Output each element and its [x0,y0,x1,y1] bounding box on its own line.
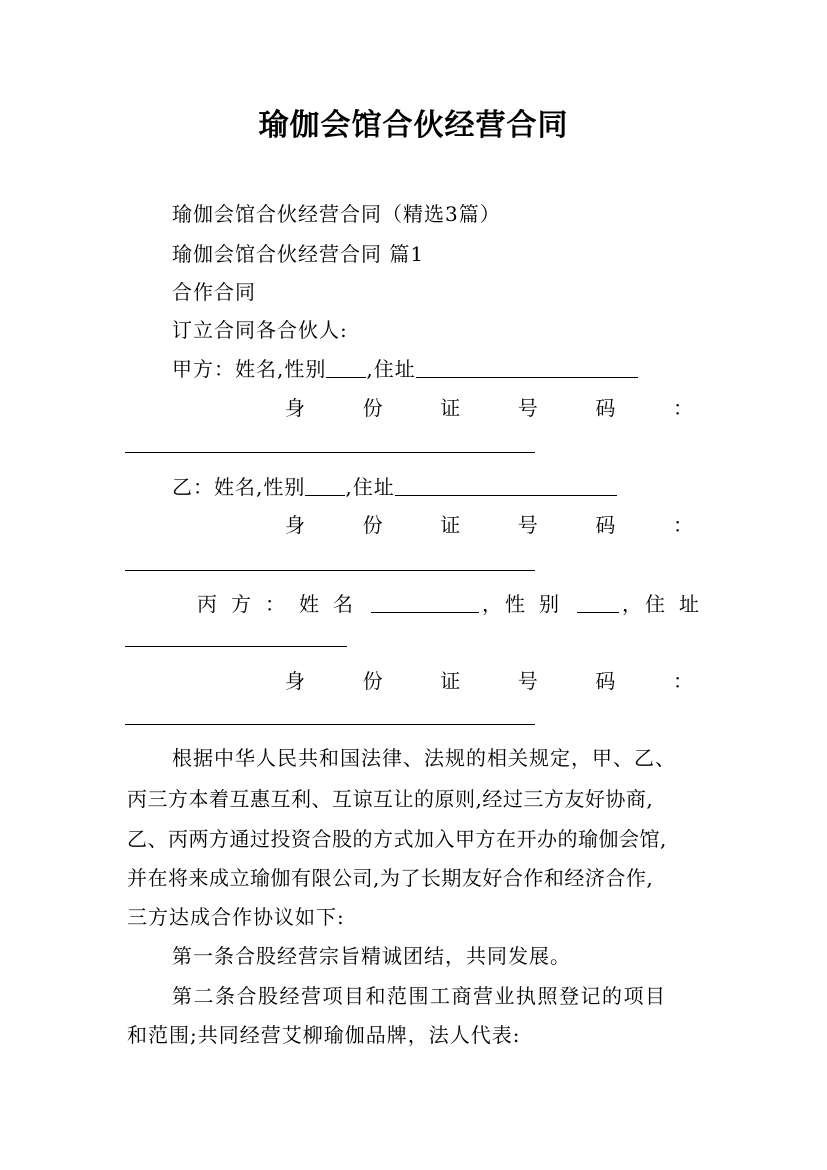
party-a-address-label: ,住址 [366,357,416,381]
id-char: 份 [362,513,383,537]
party-b-id-label [285,509,693,538]
party-c-name-blank [371,594,479,613]
id-char: 证 [440,669,461,693]
party-a-address-blank [416,359,638,378]
party-b-label: 乙：姓名,性别 [172,475,306,499]
article-2-line: 第二条合股经营项目和范围工商营业执照登记的项目 [172,984,667,1008]
section-heading: 瑜伽会馆合伙经营合同 篇1 [172,242,425,266]
id-char: ： [672,669,693,693]
party-c-address-blank [125,646,347,647]
party-b-line [172,471,617,500]
document-title: 瑜伽会馆合伙经营合同 [258,108,569,143]
article-1: 第一条合股经营宗旨精诚团结，共同发展。 [172,944,571,968]
id-char: ： [672,396,693,420]
party-c-id-blank [125,724,535,725]
paragraph-line: 根据中华人民共和国法律、法规的相关规定，甲、乙、 [172,746,676,770]
id-char: 码 [595,513,616,537]
id-char: 身 [285,669,305,693]
paragraph-line: 三方达成合作协议如下: [127,905,345,929]
id-char: 证 [440,396,461,420]
parties-intro: 订立合同各合伙人: [172,318,348,342]
id-char: 号 [517,396,538,420]
party-a-id-blank [125,452,535,453]
party-a-id-label [285,392,693,421]
party-b-address-label: ,住址 [345,475,395,499]
paragraph-line: 并在将来成立瑜伽有限公司,为了长期友好合作和经济合作, [127,866,654,890]
id-char: 身 [285,513,305,537]
id-char: 号 [517,513,538,537]
id-char: ： [672,513,693,537]
article-2-line: 和范围;共同经营艾柳瑜伽品牌，法人代表: [127,1023,521,1047]
party-a-line [172,353,638,382]
party-c-line: 丙 方 ： 姓 名 ， 性 别 ， 住 址 [197,592,699,616]
party-a-label: 甲方：姓名,性别 [172,357,327,381]
id-char: 份 [362,669,383,693]
party-c-gender-blank [577,594,619,613]
id-char: 码 [595,669,616,693]
subtitle: 瑜伽会馆合伙经营合同（精选3篇） [172,202,501,226]
paragraph-line: 丙三方本着互惠互利、互谅互让的原则,经过三方友好协商, [127,787,654,811]
paragraph-line: 乙、丙两方通过投资合股的方式加入甲方在开办的瑜伽会馆, [127,827,667,851]
id-char: 证 [440,513,461,537]
party-b-id-blank [125,570,535,571]
id-char: 份 [362,396,383,420]
party-c-id-label [285,665,693,694]
id-char: 号 [517,669,538,693]
id-char: 身 [285,396,305,420]
party-b-gender-blank [305,477,345,496]
party-b-address-blank [395,477,617,496]
id-char: 码 [595,396,616,420]
party-a-gender-blank [326,359,366,378]
contract-type: 合作合同 [172,280,256,304]
